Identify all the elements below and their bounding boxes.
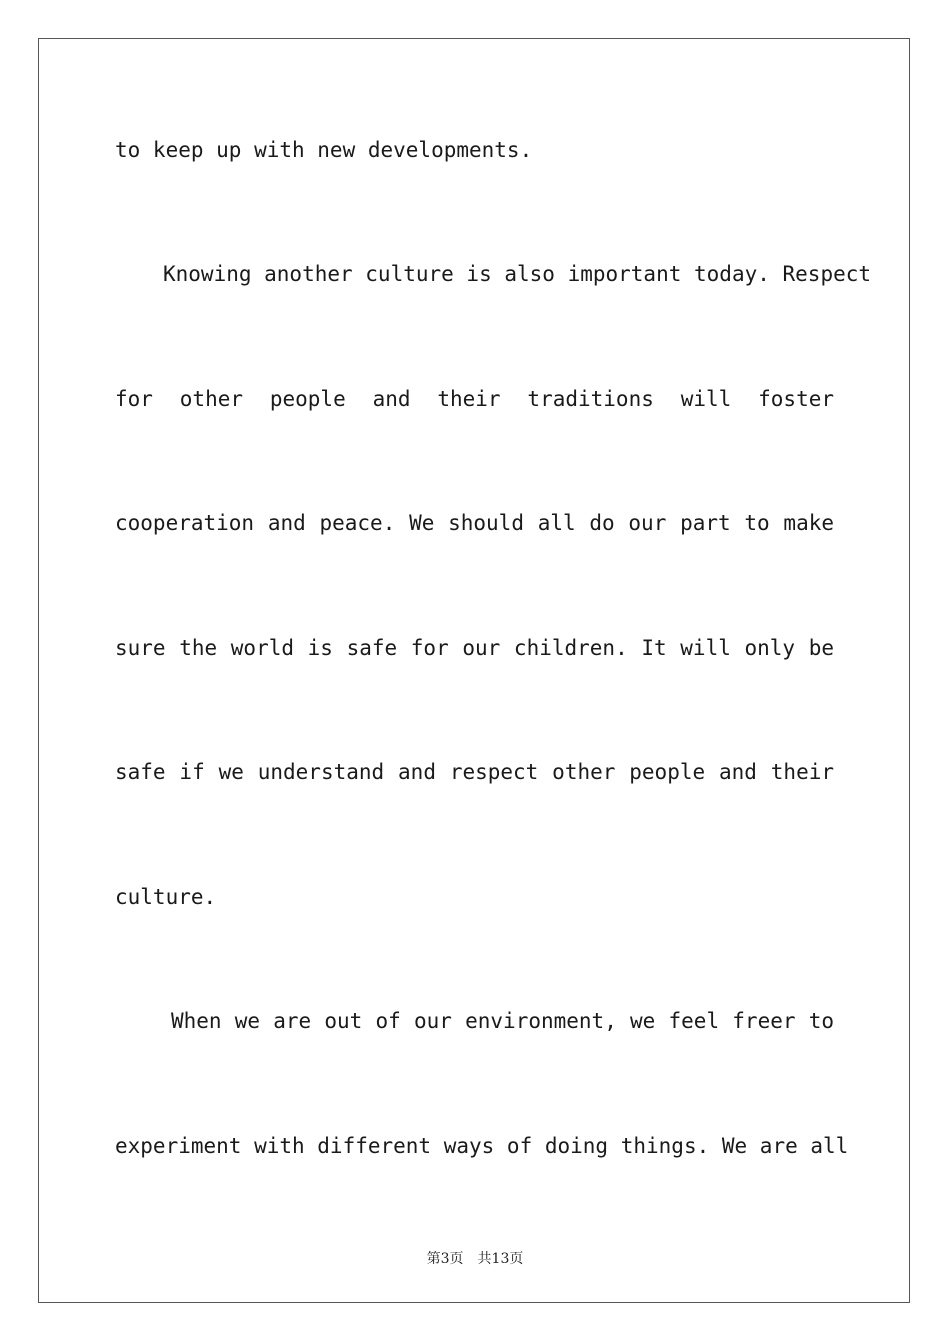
- text-line: sure the world is safe for our children. It will only be: [115, 636, 834, 660]
- text-line: safe if we understand and respect other people and their: [115, 760, 834, 784]
- paragraph-first-line: When we are out of our environment, we feel freer to: [171, 1009, 834, 1033]
- text-line: culture.: [115, 885, 217, 909]
- page-number: 第3页: [426, 1251, 464, 1267]
- total-pages: 共13页: [477, 1251, 524, 1267]
- paragraph-first-line: Knowing another culture is also important today. Respect: [163, 262, 872, 286]
- text-line: to keep up with new developments.: [115, 138, 533, 162]
- text-line: for other people and their traditions will foster: [115, 387, 834, 411]
- page-footer: [0, 1248, 950, 1268]
- page-frame: [38, 38, 910, 1303]
- text-line: experiment with different ways of doing things. We are all: [115, 1134, 849, 1158]
- text-line: cooperation and peace. We should all do our part to make: [115, 511, 834, 535]
